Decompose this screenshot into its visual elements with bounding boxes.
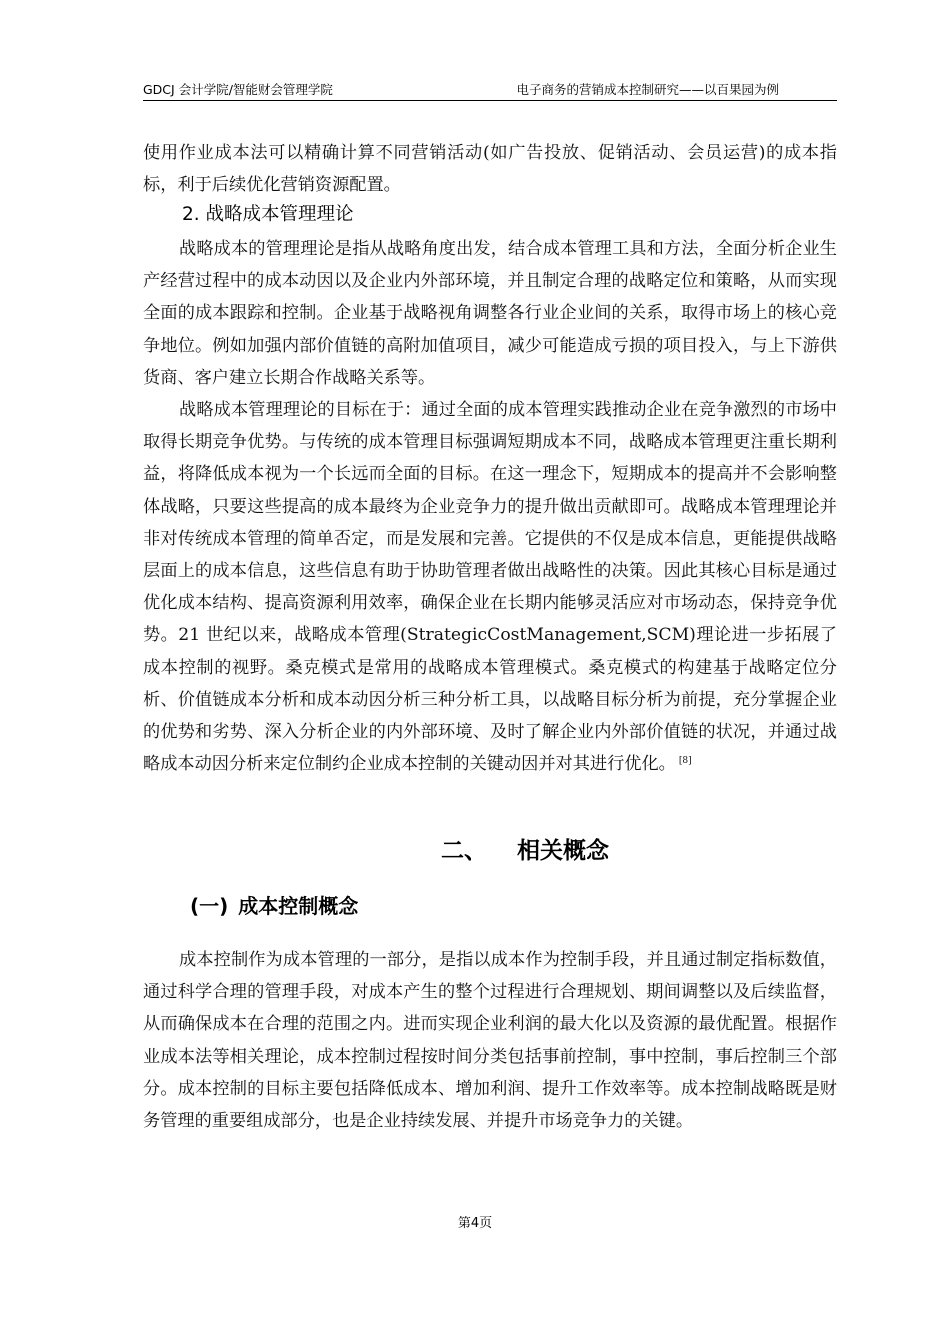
- citation-ref: [8]: [678, 755, 692, 766]
- section-heading: [0, 832, 950, 865]
- page-number: 第4页: [457, 1216, 493, 1231]
- section-title: 相关概念: [517, 838, 609, 864]
- paragraph-strategic-cost-goal-text: 战略成本管理理论的目标在于：通过全面的成本管理实践推动企业在竞争激烈的市场中取得长期竞争优势。与传统的成本管理目标强调短期成本不同，战略成本管理更注重长期利益，将降低成本视为一个长远而全面的目标。在这一理念下，短期成本的提高并不会影响整体战略，只要这些提高的成本最终为企业竞争力的提升做出贡献即可。战略成本管理理论并非对传统成本管理的简单否定，而是发展和完善。它提供的不仅是成本信息，更能提供战略层面上的成本信息，这些信息有助于协助管理者做出战略性的决策。因此其核心目标是通过优化成本结构、提高资源利用效率，确保企业在长期内能够灵活应对市场动态，保持竞争优势。21 世纪以来，战略成本管理(StrategicCostManagement,SCM)理论进一步拓展了成本控制的视野。桑克模式是常用的战略成本管理模式。桑克模式的构建基于战略定位分析、价值链成本分析和成本动因分析三种分析工具，以战略目标分析为前提，充分掌握企业的优势和劣势、深入分析企业的内外部环境、及时了解企业内外部价值链的状况，并通过战略成本动因分析来定位制约企业成本控制的关键动因并对其进行优化。: [143, 400, 837, 775]
- header-institution: GDCJ 会计学院/智能财会管理学院: [143, 82, 333, 97]
- heading-strategic-cost-theory: 2. 战略成本管理理论: [182, 204, 354, 225]
- subsection-title: 成本控制概念: [238, 894, 359, 918]
- paragraph-activity-costing: 使用作业成本法可以精确计算不同营销活动(如广告投放、促销活动、会员运营)的成本指标，利于后续优化营销资源配置。: [143, 143, 837, 196]
- subsection-heading: [190, 890, 358, 919]
- paragraph-cost-control-concept: 成本控制作为成本管理的一部分，是指以成本作为控制手段，并且通过制定指标数值，通过科学合理的管理手段，对成本产生的整个过程进行合理规划、期间调整以及后续监督，从而确保成本在合理的范围之内。进而实现企业利润的最大化以及资源的最优配置。根据作业成本法等相关理论，成本控制过程按时间分类包括事前控制，事中控制，事后控制三个部分。成本控制的目标主要包括降低成本、增加利润、提升工作效率等。成本控制战略既是财务管理的重要组成部分，也是企业持续发展、并提升市场竞争力的关键。: [143, 950, 837, 1132]
- paragraph-strategic-cost-goal: [143, 394, 837, 780]
- section-number: 二、: [441, 838, 487, 864]
- page-header: [143, 72, 837, 101]
- paragraph-strategic-cost-definition: 战略成本的管理理论是指从战略角度出发，结合成本管理工具和方法，全面分析企业生产经营过程中的成本动因以及企业内外部环境，并且制定合理的战略定位和策略，从而实现全面的成本跟踪和控制。企业基于战略视角调整各行业企业间的关系，取得市场上的核心竞争地位。例如加强内部价值链的高附加值项目，减少可能造成亏损的项目投入，与上下游供货商、客户建立长期合作战略关系等。: [143, 239, 837, 388]
- header-thesis-title: 电子商务的营销成本控制研究——以百果园为例: [516, 82, 779, 97]
- subsection-number: (一): [190, 894, 229, 918]
